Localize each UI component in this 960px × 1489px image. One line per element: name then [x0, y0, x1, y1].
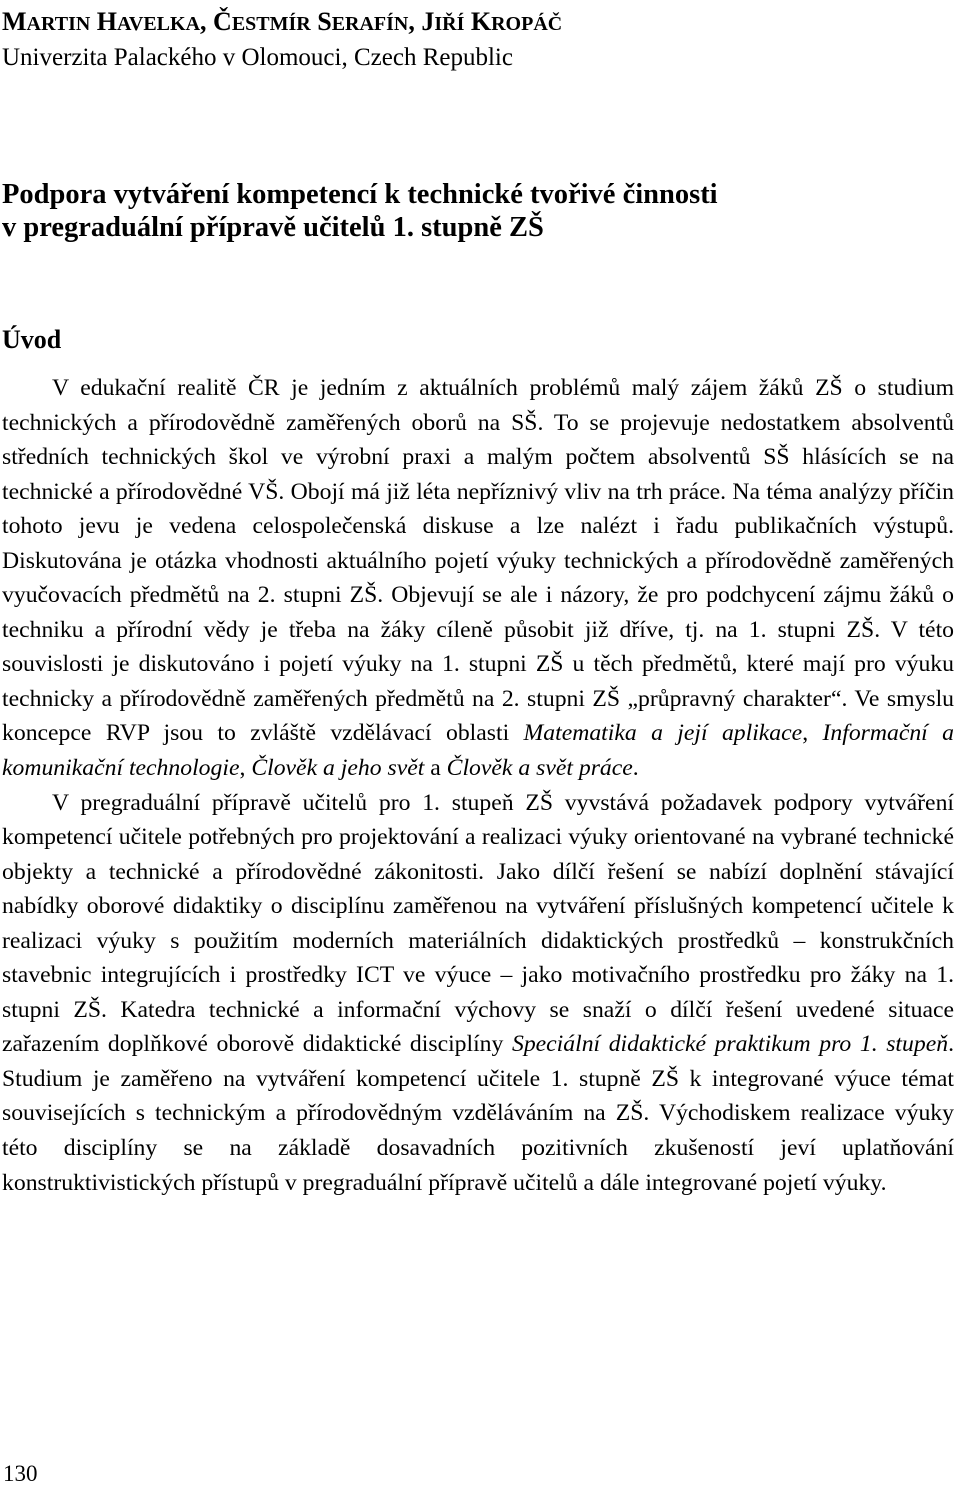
author-list: MARTIN HAVELKA, ČESTMÍR SERAFÍN, JIŘÍ KROPÁČ — [2, 7, 563, 36]
paper-title — [2, 178, 952, 244]
section-heading: Úvod — [2, 325, 62, 354]
author-name: JIŘÍ KROPÁČ — [421, 7, 563, 36]
title-line: v pregraduální přípravě učitelů 1. stupně ZŠ — [2, 212, 544, 243]
paragraph: V edukační realitě ČR je jedním z aktuálních problémů malý zájem žáků ZŠ o studium technických a přírodovědně zaměřených oborů na SŠ. To se projevuje nedostatkem absolventů středních technických škol ve výrobní praxi a malým počtem absolventů SŠ hlásících se na technické a přírodovědné VŠ. Obojí má již léta nepříznivý vliv na trh práce. Na téma analýzy příčin tohoto jevu je vedena celospolečenská diskuse a lze nalézt i řadu publikačních výstupů. Diskutována je otázka vhodnosti aktuálního pojetí výuky technických a přírodovědně zaměřených vyučovacích předmětů na 2. stupni ZŠ. Objevují se ale i názory, že pro podchycení zájmu žáků o techniku a přírodní vědy je třeba na žáky cíleně působit již dříve, tj. na 1. stupni ZŠ. V této souvislosti je diskutováno i pojetí výuky na 1. stupni ZŠ u těch předmětů, které mají pro výuku technicky a přírodovědně zaměřených předmětů na 2. stupni ZŠ „průpravný charakter“. Ve smyslu koncepce RVP jsou to zvláště vzdělávací oblasti Matematika a její aplikace, Informační a komunikační technologie, Člověk a jeho svět a Člověk a svět práce. — [2, 375, 954, 782]
paragraph: V pregraduální přípravě učitelů pro 1. stupeň ZŠ vyvstává požadavek podpory vytváření kompetencí učitele potřebných pro projektování a realizaci výuky orientované na vybrané technické objekty a technické a přírodovědné zákonitosti. Jako dílčí řešení se nabízí doplnění stávající nabídky oborové didaktiky o disciplínu zaměřenou na vytváření příslušných kompetencí učitele k realizaci výuky s použitím moderních materiálních didaktických prostředků – konstrukčních stavebnic integrujících i prostředky ICT ve výuce – jako motivačního prostředku pro žáky na 1. stupni ZŠ. Katedra technické a informační výchovy se snaží o dílčí řešení uvedené situace zařazením doplňkové oborově didaktické disciplíny Speciální didaktické praktikum pro 1. stupeň. Studium je zaměřeno na vytváření kompetencí učitele 1. stupně ZŠ k integrované výuce témat souvisejících s technickým a přírodovědným vzděláváním na ZŠ. Východiskem realizace výuky této disciplíny se na základě dosavadních pozitivních zkušeností jeví uplatňování konstruktivistických přístupů v pregraduální přípravě učitelů a dále integrované pojetí výuky. — [2, 789, 954, 1196]
page-number: 130 — [3, 1461, 38, 1486]
section-body — [2, 371, 954, 1200]
author-affiliation: Univerzita Palackého v Olomouci, Czech Republic — [2, 44, 513, 71]
author-name: ČESTMÍR SERAFÍN — [213, 7, 409, 36]
title-line: Podpora vytváření kompetencí k technické tvořivé činnosti — [2, 179, 718, 210]
author-name: MARTIN HAVELKA — [2, 7, 201, 36]
